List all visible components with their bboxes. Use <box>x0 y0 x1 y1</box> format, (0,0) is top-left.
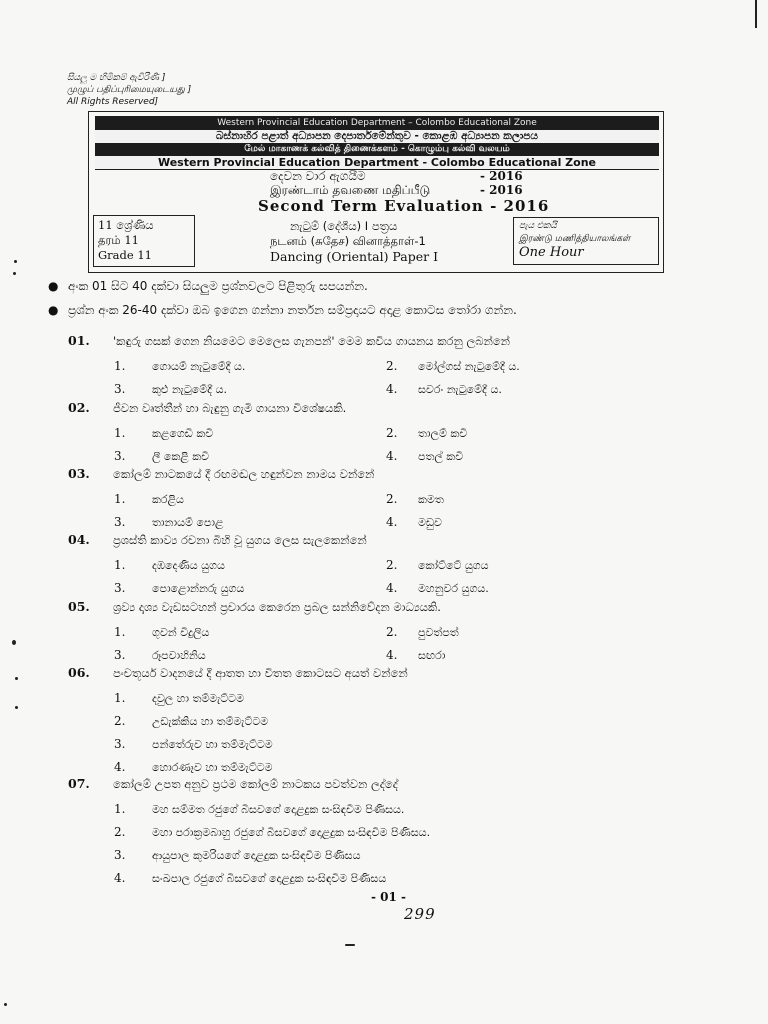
option-text: උඩැක්කිය හා තම්මැට්ටම <box>152 715 269 728</box>
option-number: 2. <box>114 825 126 839</box>
exam-title-tamil: இரண்டாம் தவணை மதிப்பீடு <box>270 183 431 197</box>
option-text: තාලම් කවි <box>418 427 468 440</box>
option-text: හොරණෑව හා තම්මැට්ටම <box>152 761 273 774</box>
option-text: රූපවාහිනිය <box>152 649 206 662</box>
instruction-1-text: අංක 01 සිට 40 දක්වා සියලුම ප්‍රශ්නවලට පිළිතුරු සපයන්න. <box>68 279 368 293</box>
question-number: 03. <box>68 466 90 481</box>
option-number: 4. <box>386 515 398 529</box>
rights-tamil: முழுப் பதிப்புரிமையுடையது ] <box>67 85 192 95</box>
instruction-2 <box>48 303 517 318</box>
option-number: 3. <box>114 648 126 662</box>
rights-reserved-block <box>67 72 191 108</box>
time-tamil: இரண்டு மணித்தியாலங்கள் <box>519 234 631 244</box>
rights-sinhala: සියලු ම හිමිකම් ඇවිරිණි ] <box>67 73 166 83</box>
question-text: කෝලම් නාටකයේ දී රඟමඬල හඳුන්වන නාමය වන්නේ <box>113 467 375 481</box>
instruction-1 <box>48 279 368 294</box>
option-text: පතල් කවි <box>418 450 464 463</box>
option-number: 1. <box>114 426 126 440</box>
subject-tamil: நடனம் (சுதேச) வினாத்தாள்-1 <box>270 234 426 248</box>
option-number: 1. <box>114 691 126 705</box>
question-text: පංචතූර්ය වාදනයේ දී ආතත හා විතත කොටසට අයත් වන්නේ <box>113 666 408 680</box>
question-number: 01. <box>68 333 90 348</box>
option-number: 3. <box>114 449 126 463</box>
option-text: මහා පරාක්‍රමබාහු රජුගේ බිසවගේ දොළදුක සංසිඳවීම පිණිසය. <box>152 826 431 839</box>
time-sinhala: පැය එකයි <box>519 221 557 231</box>
banner-row-1: Western Provincial Education Department – Colombo Educational Zone <box>217 118 537 128</box>
option-text: කමත <box>418 493 444 506</box>
question-number: 06. <box>68 665 90 680</box>
option-number: 1. <box>114 625 126 639</box>
option-text: කළගෙඩි කවි <box>152 427 214 440</box>
scan-speck <box>345 944 355 946</box>
instruction-2-text: ප්‍රශ්න අංක 26-40 දක්වා ඔබ ඉගෙන ගන්නා නර්තන සම්ප්‍රදායට අදාළ කොටස තෝරා ගන්න. <box>68 303 517 317</box>
option-text: මහනුවර යුගය. <box>418 582 489 595</box>
option-number: 3. <box>114 581 126 595</box>
rights-english: All Rights Reserved] <box>67 97 159 107</box>
question-text: කෝලම් උපත අනුව ප්‍රථම කෝලම් නාටකය පවත්වන ලද්දේ <box>113 777 398 791</box>
grade-box <box>93 215 195 267</box>
option-number: 3. <box>114 737 126 751</box>
option-text: ගොයම් නැටුමේදී ය. <box>152 360 246 373</box>
question-text: 'කඳුරු ගසක් ගෙන නියමෙට මෙලෙස ගැනපන්' මෙම කවිය ගායනය කරනු ලබන්නේ <box>113 334 511 348</box>
grade-english: Grade 11 <box>98 248 152 262</box>
option-number: 3. <box>114 515 126 529</box>
option-text: පුවත්පත් <box>418 626 459 639</box>
option-text: කුළු නැටුමේදී ය. <box>152 383 227 396</box>
option-number: 2. <box>386 426 398 440</box>
option-number: 3. <box>114 382 126 396</box>
scan-edge-line <box>755 0 757 28</box>
scan-speck <box>13 272 16 275</box>
option-text: දඹදෙණිය යුගය <box>152 559 225 572</box>
option-number: 2. <box>386 359 398 373</box>
option-text: දවුල හා තම්මැට්ටම <box>152 692 245 705</box>
option-number: 3. <box>114 848 126 862</box>
handwritten-mark: 299 <box>404 905 436 923</box>
option-number: 1. <box>114 359 126 373</box>
option-number: 2. <box>386 558 398 572</box>
option-text: මෝල්ගස් නැටුමේදී ය. <box>418 360 520 373</box>
option-text: පන්තේරුව හා තම්මැට්ටම <box>152 738 273 751</box>
question-text: ප්‍රශස්ති කාව්‍ය රචනා බිහි වූ යුගය ලෙස සැලකෙන්නේ <box>113 533 367 547</box>
scan-speck <box>14 260 17 263</box>
scan-speck <box>4 1003 7 1006</box>
option-text: කෝට්ටේ යුගය <box>418 559 489 572</box>
option-number: 2. <box>114 714 126 728</box>
option-number: 2. <box>386 492 398 506</box>
question-text: ජීවන වෘත්තීන් හා බැඳුනු ගැමි ගායනා විශේෂයකි. <box>113 401 347 415</box>
page-number: - 01 - <box>371 890 407 904</box>
option-text: තානායම් පොළ <box>152 516 224 529</box>
time-box <box>513 217 659 265</box>
bullet-icon: ● <box>48 279 59 293</box>
option-number: 4. <box>386 581 398 595</box>
grade-tamil: தரம் 11 <box>98 233 139 247</box>
exam-year-2: - 2016 <box>480 183 523 197</box>
option-number: 1. <box>114 492 126 506</box>
question-number: 02. <box>68 400 90 415</box>
subject-sinhala: නැටුම් (දේශීය) I පත්‍රය <box>290 219 398 233</box>
option-number: 4. <box>114 871 126 885</box>
exam-year-1: - 2016 <box>480 169 523 183</box>
option-text: ගුවන් විදුලිය <box>152 626 210 639</box>
banner-row-4: Western Provincial Education Department - Colombo Educational Zone <box>95 156 659 169</box>
option-number: 1. <box>114 802 126 816</box>
option-number: 1. <box>114 558 126 572</box>
exam-title-sinhala-line <box>270 169 523 184</box>
option-text: මඩුව <box>418 516 442 529</box>
option-text: පොළොන්නරු යුගය <box>152 582 245 595</box>
bullet-icon: ● <box>48 303 59 317</box>
question-text: ශ්‍රව්‍ය දෘශ්‍ය වැඩසටහන් ප්‍රචාරය කෙරෙන ප්‍රබල සන්නිවේදන මාධ්‍යයකි. <box>113 600 441 614</box>
grade-sinhala: 11 ශ්‍රේණිය <box>98 218 154 232</box>
option-number: 4. <box>386 449 398 463</box>
scan-speck <box>12 640 16 645</box>
banner-row-2: බස්නාහිර පළාත් අධ්‍යාපන දෙපාර්තමේන්තුව - කොළඹ අධ්‍යාපන කලාපය <box>95 130 659 143</box>
option-number: 4. <box>386 648 398 662</box>
scan-speck <box>15 677 18 680</box>
exam-title-sinhala: දෙවන වාර ඇගයීම <box>270 169 366 183</box>
option-text: සවරං නැටුමේදී ය. <box>418 383 502 396</box>
banner-row-3: மேல் மாகாணக் கல்வித் திணைக்களம் - கொழும்பு கல்வி வலயம் <box>244 144 510 154</box>
option-number: 4. <box>386 382 398 396</box>
question-number: 04. <box>68 532 90 547</box>
exam-title-english: Second Term Evaluation - 2016 <box>258 197 550 215</box>
option-text: කරළිය <box>152 493 184 506</box>
department-banner <box>95 116 659 170</box>
option-text: සඟරා <box>418 649 446 662</box>
time-english: One Hour <box>519 245 584 260</box>
option-text: මහ සම්මත රජුගේ බිසවගේ දොළදුක සංසිඳවීම පිණිසය. <box>152 803 405 816</box>
option-number: 4. <box>114 760 126 774</box>
option-text: ලී කෙළි කවි <box>152 450 210 463</box>
option-text: ආයුපාල කුමරියගේ දොළදුක සංසිඳවීම පිණිසය <box>152 849 361 862</box>
scan-speck <box>15 706 18 709</box>
question-number: 05. <box>68 599 90 614</box>
option-text: සංඛපාල රජුගේ බිසවගේ දොළදුක සංසිඳවීම පිණිසය <box>152 872 387 885</box>
option-number: 2. <box>386 625 398 639</box>
subject-english: Dancing (Oriental) Paper I <box>270 249 439 264</box>
question-number: 07. <box>68 776 90 791</box>
